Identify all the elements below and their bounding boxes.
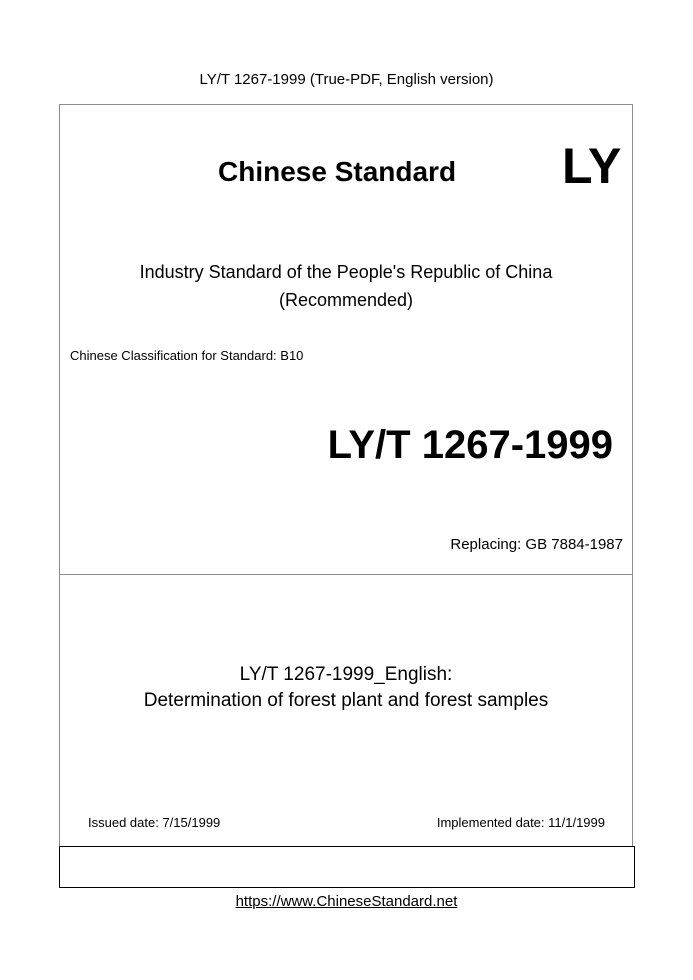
website-link[interactable]: https://www.ChineseStandard.net <box>235 893 458 910</box>
recommended-line: (Recommended) <box>278 290 414 310</box>
document-title-line: LY/T 1267-1999_English: <box>239 664 453 685</box>
replacing-label: Replacing: GB 7884-1987 <box>450 536 623 553</box>
document-title <box>59 662 633 714</box>
issued-date: Issued date: 7/15/1999 <box>88 815 221 830</box>
main-title: Chinese Standard <box>218 156 457 187</box>
page-header: LY/T 1267-1999 (True-PDF, English version) <box>199 71 494 88</box>
industry-line: Industry Standard of the People's Republic of China <box>139 262 553 282</box>
industry-standard-heading <box>59 258 633 314</box>
standard-number: LY/T 1267-1999 <box>327 423 613 467</box>
classification-label: Chinese Classification for Standard: B10 <box>70 348 304 363</box>
document-subtitle-line: Determination of forest plant and forest samples <box>143 690 549 711</box>
implemented-date: Implemented date: 11/1/1999 <box>436 815 605 830</box>
footer-box <box>59 846 635 888</box>
industry-code: LY <box>562 138 622 194</box>
